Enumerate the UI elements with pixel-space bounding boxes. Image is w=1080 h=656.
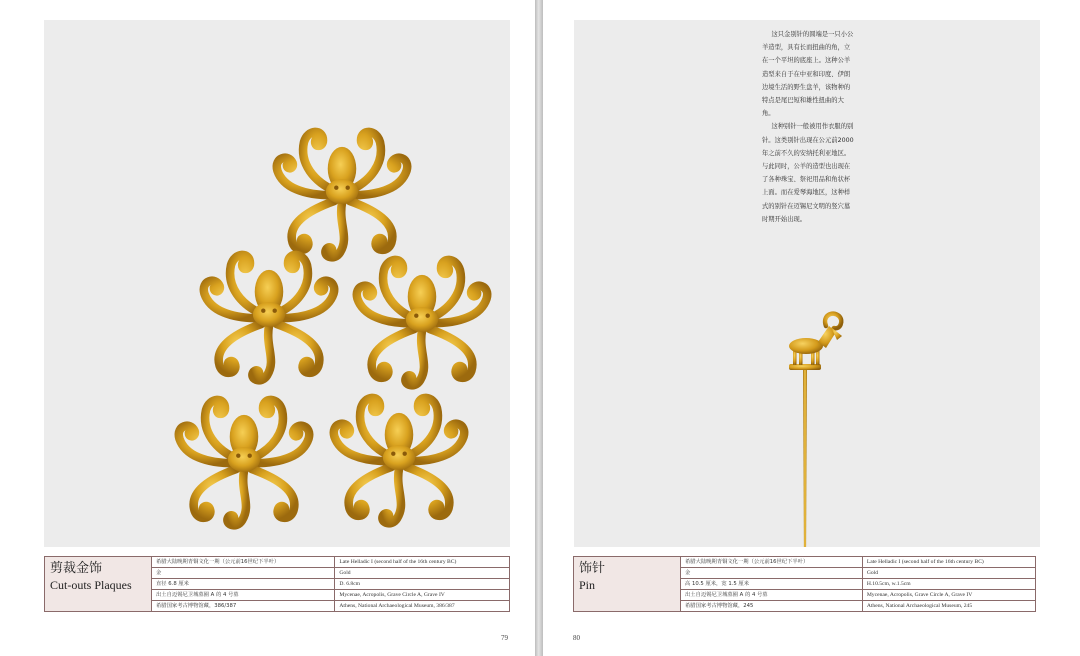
left-page-number: 79 xyxy=(501,634,508,642)
octopus-plaque-5 xyxy=(334,398,464,523)
right-row-5-cn: 希腊国家考古博物馆藏，245 xyxy=(681,601,863,612)
octopus-plaque-4 xyxy=(179,400,309,525)
left-row-1-en: Late Helladic I (second half of the 16th century BC) xyxy=(335,557,510,568)
right-body-text xyxy=(762,28,856,226)
left-row-4-cn: 出土自迈锡尼卫城墓圈 A 的 4 号墓 xyxy=(152,590,335,601)
right-row-4-cn: 出土自迈锡尼卫城墓圈 A 的 4 号墓 xyxy=(681,590,863,601)
octopus-plaque-3 xyxy=(357,260,487,385)
left-title-en: Cut-outs Plaques xyxy=(50,578,132,592)
right-paragraph-1: 这只金别针的圆端是一只小公羊造型，具有长而扭曲的角，立在一个平坦的底座上。这种公羊造型来自于在中亚和印度、伊朗边境生活的野生盘羊，该物种的特点是尾巴短和雄性扭曲的大角。 xyxy=(762,31,854,118)
right-title-cell xyxy=(574,557,681,612)
left-page xyxy=(0,0,535,656)
right-row-3-cn: 高 10.5 厘米，宽 1.5 厘米 xyxy=(681,579,863,590)
right-row-2-en: Gold xyxy=(862,568,1035,579)
left-row-4-en: Mycenae, Acropolis, Grave Circle A, Grave IV xyxy=(335,590,510,601)
left-row-5-cn: 希腊国家考古博物馆藏，386/387 xyxy=(152,601,335,612)
right-row-1-cn: 希腊大陆晚期青铜文化一期（公元前16世纪下半叶） xyxy=(681,557,863,568)
right-page-number: 80 xyxy=(573,634,580,642)
right-row-4-en: Mycenae, Acropolis, Grave Circle A, Grave IV xyxy=(862,590,1035,601)
right-title-cn: 饰针 xyxy=(579,561,606,576)
right-row-5-en: Athens, National Archaeological Museum, 245 xyxy=(862,601,1035,612)
ram-figure xyxy=(789,314,842,365)
left-row-1-cn: 希腊大陆晚期青铜文化一期（公元前16世纪下半叶） xyxy=(152,557,335,568)
right-row-2-cn: 金 xyxy=(681,568,863,579)
right-row-1-en: Late Helladic I (second half of the 16th century BC) xyxy=(862,557,1035,568)
left-row-3-en: D. 6.8cm xyxy=(335,579,510,590)
left-row-3-cn: 直径 6.8 厘米 xyxy=(152,579,335,590)
right-page xyxy=(543,0,1080,656)
left-row-2-cn: 金 xyxy=(152,568,335,579)
octopus-plaque-2 xyxy=(204,255,334,380)
left-row-2-en: Gold xyxy=(335,568,510,579)
right-paragraph-2: 这种别针一般被用作衣服的别针。这类别针出现在公元前2000年之前不久的安纳托利亚地区。与此同时，公羊的造型也出现在了各种珠宝、祭祀用品和角状杯上面。而在爱琴海地区，这种样式的别针在迈锡尼文明的竖穴墓时期开始出现。 xyxy=(762,123,854,223)
left-title-cell xyxy=(45,557,152,612)
left-caption-table xyxy=(44,556,510,612)
pin-shaft xyxy=(803,370,807,547)
right-caption-table xyxy=(573,556,1036,612)
right-title-en: Pin xyxy=(579,578,596,592)
left-row-5-en: Athens, National Archaeological Museum, 386/387 xyxy=(335,601,510,612)
octopus-plaques-photo xyxy=(44,20,510,547)
right-row-3-en: H.10.5cm, w.1.5cm xyxy=(862,579,1035,590)
octopus-plaques-image xyxy=(44,20,510,547)
octopus-plaque-1 xyxy=(277,132,407,257)
book-gutter xyxy=(535,0,543,656)
left-title-cn: 剪裁金饰 xyxy=(50,561,103,576)
